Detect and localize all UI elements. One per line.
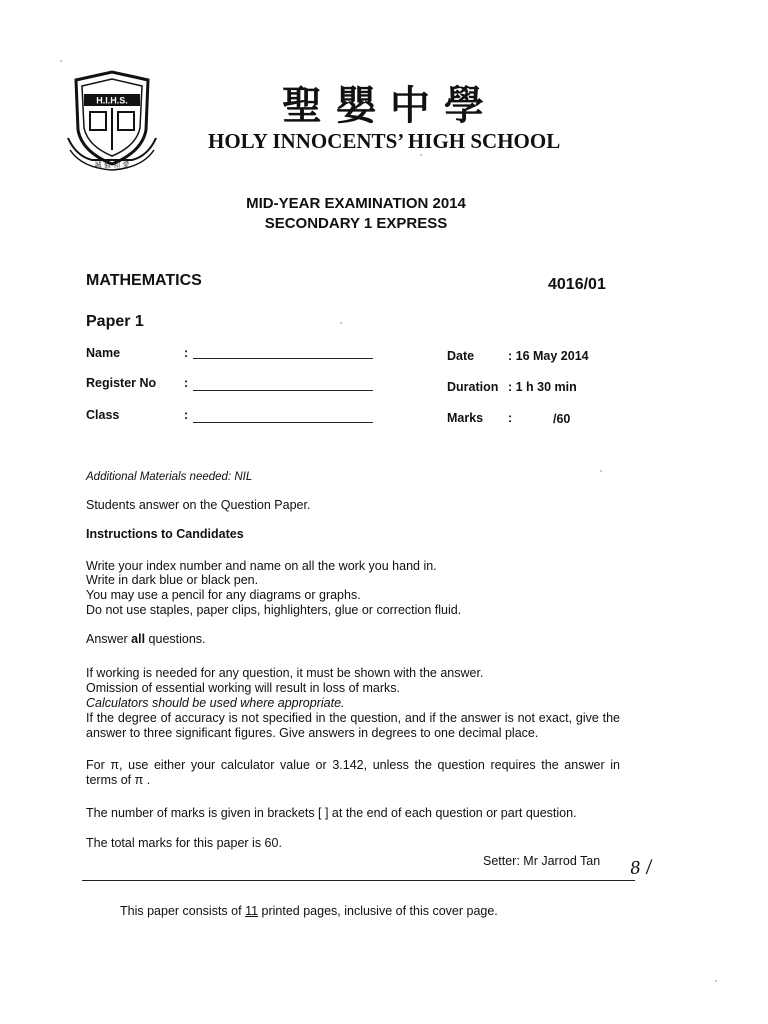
calculators-rule: Calculators should be used where appropriate.	[86, 696, 345, 710]
date-label: Date	[447, 349, 475, 363]
page-count-prefix: This paper consists of	[120, 904, 246, 918]
marks-label: Marks	[447, 411, 484, 425]
paper-code: 4016/01	[548, 276, 606, 293]
name-field[interactable]	[193, 358, 373, 359]
marks-value: /60	[553, 412, 571, 426]
instruction-line: Write your index number and name on all the work you hand in.	[86, 559, 437, 573]
marks-colon: :	[508, 411, 513, 425]
school-name: HOLY INNOCENTS’ HIGH SCHOOL	[208, 129, 561, 153]
pi-rule: For π, use either your calculator value or 3.142, unless the question requires the answer in terms of π .	[86, 758, 620, 787]
accuracy-rule: If the degree of accuracy is not specified in the question, and if the answer is not exact, give the answer to three significant figures. Give answers in degrees to one decimal place.	[86, 711, 620, 740]
register-label: Register No	[86, 376, 157, 390]
instruction-line: Write in dark blue or black pen.	[86, 573, 259, 587]
scan-speck	[715, 980, 717, 982]
divider	[82, 880, 635, 881]
page-count-suffix: printed pages, inclusive of this cover page.	[258, 904, 498, 918]
exam-level: SECONDARY 1 EXPRESS	[264, 215, 448, 232]
date-value: : 16 May 2014	[508, 349, 589, 363]
answer-all-prefix: Answer	[86, 632, 132, 646]
answer-all	[86, 632, 206, 647]
instructions-heading: Instructions to Candidates	[86, 527, 244, 541]
marks-brackets-note: The number of marks is given in brackets [ ] at the end of each question or part question.	[86, 806, 577, 820]
register-field[interactable]	[193, 390, 373, 391]
svg-text:誠 毅 和 愛: 誠 毅 和 愛	[94, 161, 130, 169]
scan-speck	[600, 470, 602, 472]
duration-label: Duration	[447, 380, 499, 394]
exam-title: MID-YEAR EXAMINATION 2014	[246, 195, 466, 212]
subject: MATHEMATICS	[86, 272, 202, 289]
duration-value: : 1 h 30 min	[508, 380, 577, 394]
instruction-line: You may use a pencil for any diagrams or graphs.	[86, 588, 361, 602]
paper-number: Paper 1	[86, 313, 144, 330]
school-name-chinese: 聖嬰中學	[282, 82, 498, 129]
scan-speck	[340, 322, 342, 324]
answer-all-suffix: questions.	[145, 632, 206, 646]
crest-label: H.I.H.S.	[96, 95, 128, 106]
scan-speck	[60, 60, 62, 62]
name-colon: :	[184, 346, 189, 360]
class-field[interactable]	[193, 422, 373, 423]
name-label: Name	[86, 346, 121, 360]
instruction-line: Do not use staples, paper clips, highlighters, glue or correction fluid.	[86, 603, 462, 617]
answer-all-bold: all	[131, 632, 146, 646]
setter: Setter: Mr Jarrod Tan	[483, 854, 601, 868]
class-label: Class	[86, 408, 120, 422]
page-count-note	[120, 904, 498, 919]
answer-on-paper: Students answer on the Question Paper.	[86, 498, 311, 512]
register-colon: :	[184, 376, 189, 390]
page-count: 11	[245, 904, 259, 918]
class-colon: :	[184, 408, 189, 422]
school-crest-icon	[62, 68, 162, 176]
handwritten-note: 8 /	[629, 856, 653, 880]
total-marks-note: The total marks for this paper is 60.	[86, 836, 282, 850]
additional-materials: Additional Materials needed: NIL	[86, 471, 253, 483]
scan-speck	[420, 154, 422, 156]
working-rule: If working is needed for any question, it must be shown with the answer.	[86, 666, 484, 680]
omission-rule: Omission of essential working will result in loss of marks.	[86, 681, 400, 695]
